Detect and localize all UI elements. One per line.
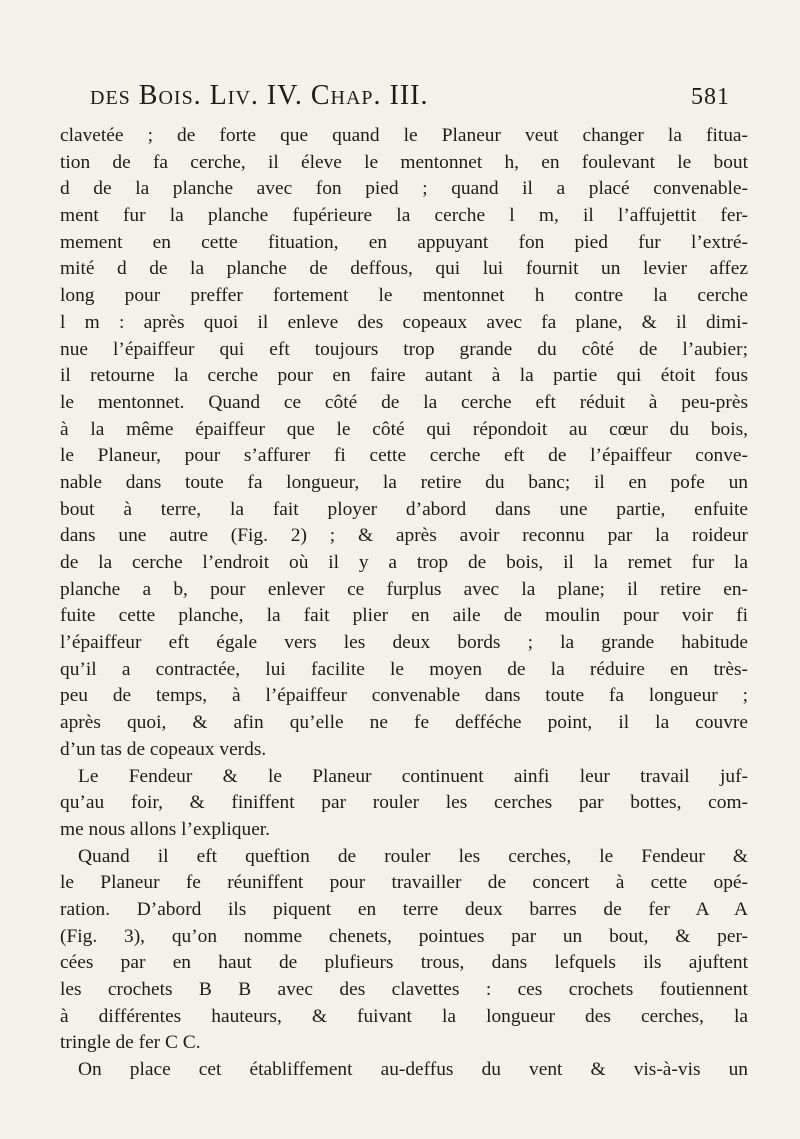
text-line: le Planeur fe réuniffent pour travailler de concert à cette opé- bbox=[60, 872, 748, 894]
paragraph-first-line: Le Fendeur & le Planeur continuent ainfi leur travail juf- bbox=[78, 765, 748, 787]
text-line: à la même épaiffeur que le côté qui répondoit au cœur du bois, bbox=[60, 418, 748, 440]
text-line: nue l’épaiffeur qui eft toujours trop grande du côté de l’aubier; bbox=[60, 338, 748, 360]
paragraph-first-line: Quand il eft queftion de rouler les cerches, le Fendeur & bbox=[78, 845, 748, 867]
text-line: de la cerche l’endroit où il y a trop de bois, il la remet fur la bbox=[60, 552, 748, 573]
text-line: tringle de fer C C. bbox=[60, 1032, 201, 1054]
page-number: 581 bbox=[691, 84, 730, 110]
text-line: nable dans toute fa longueur, la retire du banc; il en pofe un bbox=[60, 471, 748, 493]
running-head: des Bois. Liv. IV. Chap. III. bbox=[90, 80, 429, 111]
text-line: clavetée ; de forte que quand le Planeur veut changer la fitua- bbox=[60, 125, 748, 146]
text-line: long pour preffer fortement le mentonnet h contre la cerche bbox=[60, 285, 748, 307]
text-line: ration. D’abord ils piquent en terre deux barres de fer A A bbox=[60, 898, 748, 920]
text-line: peu de temps, à l’épaiffeur convenable dans toute fa longueur ; bbox=[60, 685, 748, 707]
text-line: à différentes hauteurs, & fuivant la longueur des cerches, la bbox=[60, 1005, 748, 1027]
paragraph-first-line: On place cet établiffement au-deffus du vent & vis-à-vis un bbox=[78, 1059, 748, 1081]
text-line: l m : après quoi il enleve des copeaux avec fa plane, & il dimi- bbox=[60, 311, 748, 333]
text-line: après quoi, & afin qu’elle ne fe defféche point, il la couvre bbox=[60, 712, 748, 734]
text-line: le mentonnet. Quand ce côté de la cerche eft réduit à peu-près bbox=[60, 391, 748, 413]
text-line: le Planeur, pour s’affurer fi cette cerche eft de l’épaiffeur conve- bbox=[60, 445, 748, 467]
text-line: dans une autre (Fig. 2) ; & après avoir reconnu par la roideur bbox=[60, 525, 748, 547]
text-line: (Fig. 3), qu’on nomme chenets, pointues par un bout, & per- bbox=[60, 925, 748, 947]
text-line: planche a b, pour enlever ce furplus avec la plane; il retire en- bbox=[60, 578, 748, 600]
text-line: me nous allons l’expliquer. bbox=[60, 818, 271, 840]
text-line: ment fur la planche fupérieure la cerche l m, il l’affujettit fer- bbox=[60, 205, 748, 227]
text-line: d de la planche avec fon pied ; quand il a placé convenable- bbox=[60, 178, 748, 200]
text-line: qu’il a contractée, lui facilite le moyen de la réduire en très- bbox=[60, 658, 748, 680]
body-text bbox=[60, 123, 748, 1084]
text-line: bout à terre, la fait ployer d’abord dans une partie, enfuite bbox=[60, 498, 748, 520]
text-line: mement en cette fituation, en appuyant fon pied fur l’extré- bbox=[60, 231, 748, 253]
text-line: tion de fa cerche, il éleve le mentonnet h, en foulevant le bout bbox=[60, 151, 748, 173]
text-line: il retourne la cerche pour en faire autant à la partie qui étoit fous bbox=[60, 365, 748, 387]
text-line: mité d de la planche de deffous, qui lui fournit un levier affez bbox=[60, 258, 748, 280]
page-header bbox=[90, 80, 730, 112]
text-line: cées par en haut de plufieurs trous, dans lefquels ils ajuftent bbox=[60, 952, 748, 974]
text-line: qu’au foir, & finiffent par rouler les cerches par bottes, com- bbox=[60, 792, 748, 814]
text-line: l’épaiffeur eft égale vers les deux bords ; la grande habitude bbox=[60, 632, 748, 654]
text-line: les crochets B B avec des clavettes : ces crochets foutiennent bbox=[60, 979, 748, 1000]
text-line: d’un tas de copeaux verds. bbox=[60, 738, 267, 760]
text-line: fuite cette planche, la fait plier en aile de moulin pour voir fi bbox=[60, 605, 748, 627]
